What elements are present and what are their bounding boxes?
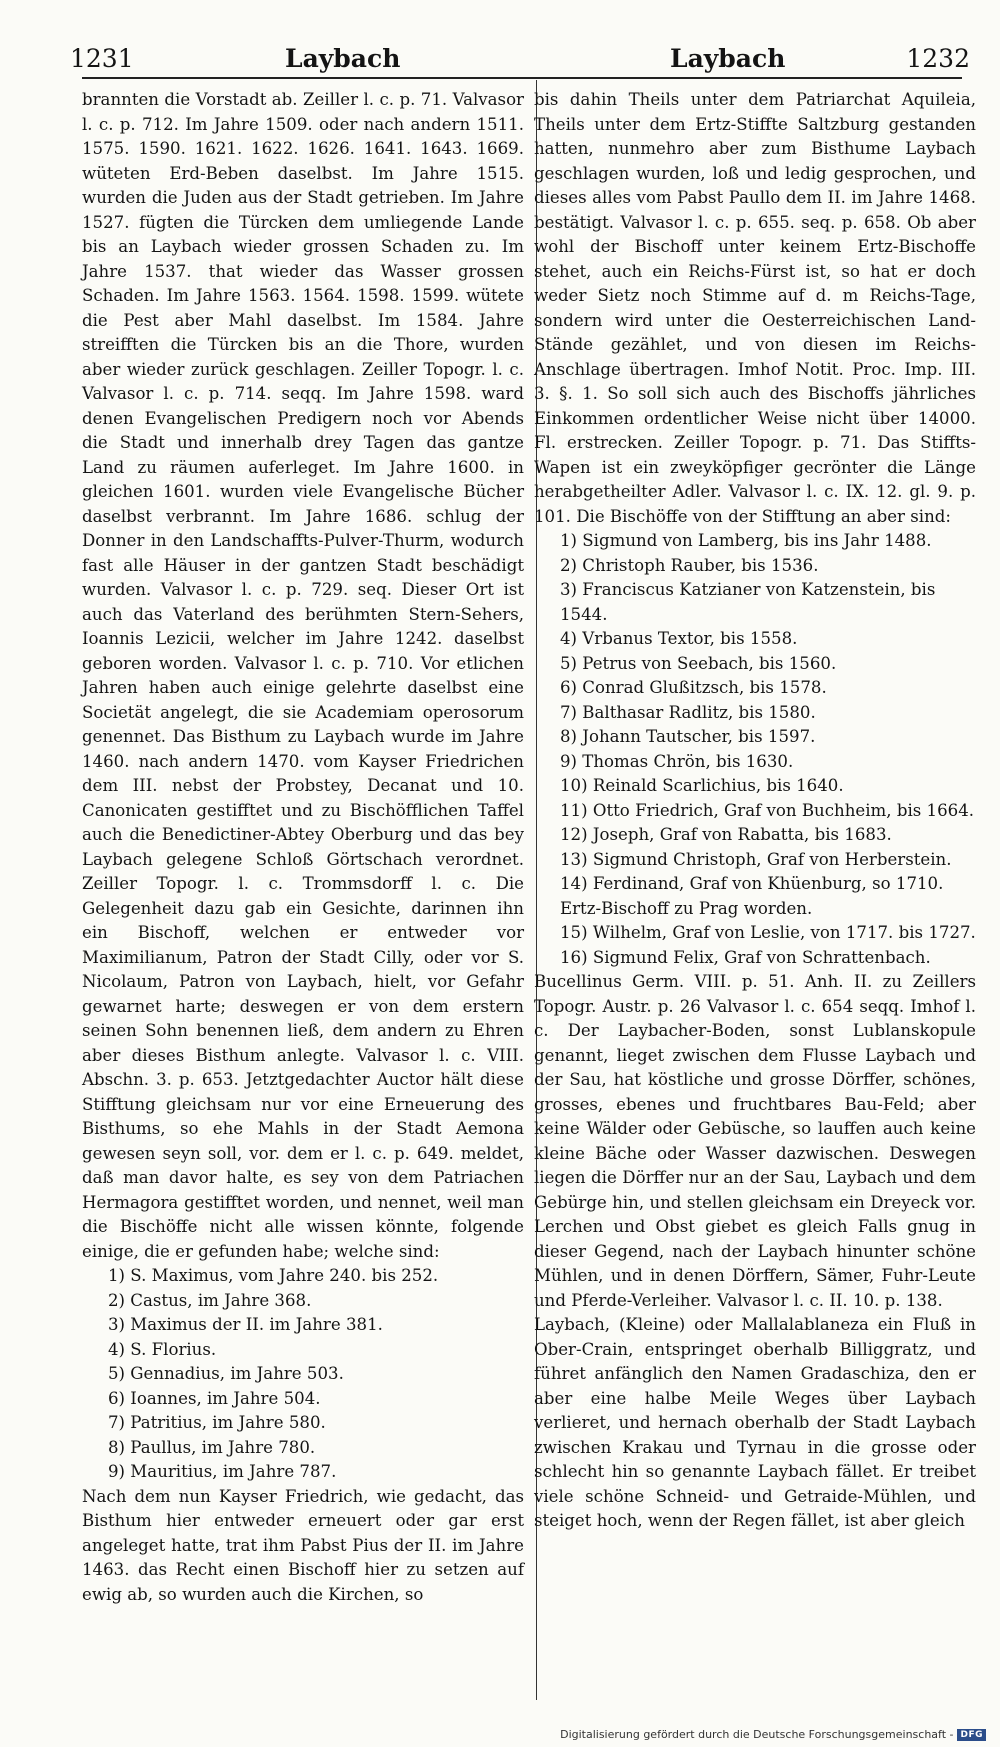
list-item: 5) Gennadius, im Jahre 503.	[108, 1364, 344, 1383]
page-number-left: 1231	[70, 44, 134, 73]
left-bishop-list	[82, 1264, 524, 1485]
right-paragraph-2: Bucellinus Germ. VIII. p. 51. Anh. II. zu Zeillers Topogr. Austr. p. 26 Valvasor l. c. 654 seqq. Imhof l. c. Der Laybacher-Boden, sonst Lublanskopule genannt, lieget zwischen dem Flusse Laybach und der Sau, hat köstliche und grosse Dörffer, schönes, grosses, ebenes und fruchtbares Bau-Feld; aber keine Wälder oder Gebüsche, so lauffen auch keine kleine Bäche oder Wasser dazwischen. Deswegen liegen die Dörffer nur an der Sau, Laybach und dem Gebürge hin, und stellen gleichsam ein Dreyeck vor. Lerchen und Obst giebet es gleich Falls gnug in dieser Gegend, nach der Laybach hinunter schöne Mühlen, und in denen Dörffern, Sämer, Fuhr-Leute und Pferde-Verleiher. Valvasor l. c. II. 10. p. 138.	[534, 972, 976, 1310]
list-item: 4) S. Florius.	[108, 1339, 217, 1359]
list-item: 2) Castus, im Jahre 368.	[108, 1290, 312, 1310]
page-number-right: 1232	[906, 44, 970, 73]
list-item: 9) Mauritius, im Jahre 787.	[108, 1462, 337, 1481]
right-paragraph-1: bis dahin Theils unter dem Patriarchat Aquileia, Theils unter dem Ertz-Stiffte Saltzburg gestanden hatten, nunmehro aber zum Bisthume Laybach geschlagen wurden, loß und ledig gesprochen, und dieses alles vom Pabst Paullo dem II. im Jahre 1468. bestätigt. Valvasor l. c. p. 655. seq. p. 658. Ob aber wohl der Bischoff unter keinem Ertz-Bischoffe stehet, auch ein Reichs-Fürst ist, so hat er doch weder Sietz noch Stimme auf d. m Reichs-Tage, sondern wird unter die Oesterreichischen Land-Stände gezählet, und von diesen im Reichs-Anschlage übertragen. Imhof Notit. Proc. Imp. III. 3. §. 1. So soll sich auch des Bischoffs jährliches Einkommen ordentlicher Weise nicht über 14000. Fl. erstrecken. Zeiller Topogr. p. 71. Das Stiffts-Wapen ist ein zweyköpfiger gecrönter die Länge herabgetheilter Adler. Valvasor l. c. IX. 12. gl. 9. p. 101. Die Bischöffe von der Stifftung an aber sind:	[534, 90, 976, 526]
left-paragraph-2: Nach dem nun Kayser Friedrich, wie gedacht, das Bisthum hier entweder erneuert oder gar erst angeleget hatte, trat ihm Pabst Pius der II. im Jahre 1463. das Recht einen Bischoff hier zu setzen auf ewig ab, so wurden auch die Kirchen, so	[82, 1486, 524, 1604]
page-header	[70, 40, 970, 80]
list-item: 8) Paullus, im Jahre 780.	[108, 1437, 316, 1457]
right-paragraph-3: Laybach, (Kleine) oder Mallalablaneza ein Fluß in Ober-Crain, entspringet oberhalb Billiggratz, und führet anfänglich den Namen Gradaschiza, den er aber eine halbe Meile Weges über Laybach verlieret, und hernach oberhalb der Stadt Laybach zwischen Krakau und Tyrnau in die grosse oder schlecht hin so genannte Laybach fället. Er treibet viele schöne Schneid- und Getraide-Mühlen, und steiget hoch, wenn der Regen fället, ist aber gleich	[534, 1315, 976, 1530]
running-title-left: Laybach	[285, 44, 401, 73]
digitization-footer	[560, 1728, 986, 1741]
list-item: 10) Reinald Scarlichius, bis 1640.	[560, 776, 844, 795]
header-rule	[82, 77, 962, 79]
list-item: 1) S. Maximus, vom Jahre 240. bis 252.	[108, 1266, 439, 1285]
list-item: 9) Thomas Chrön, bis 1630.	[560, 751, 794, 771]
list-item: 11) Otto Friedrich, Graf von Buchheim, bis 1664.	[560, 800, 975, 820]
list-item: 3) Maximus der II. im Jahre 381.	[108, 1315, 383, 1334]
footer-text: Digitalisierung gefördert durch die Deutsche Forschungsgemeinschaft -	[560, 1728, 954, 1741]
list-item: 2) Christoph Rauber, bis 1536.	[560, 555, 819, 575]
list-item: 6) Conrad Glußitzsch, bis 1578.	[560, 678, 827, 697]
right-column	[534, 88, 976, 1534]
list-item: 14) Ferdinand, Graf von Khüenburg, so 1710. Ertz-Bischoff zu Prag worden.	[560, 874, 944, 918]
list-item: 13) Sigmund Christoph, Graf von Herberstein.	[560, 849, 952, 869]
list-item: 7) Balthasar Radlitz, bis 1580.	[560, 702, 816, 722]
left-column	[82, 88, 524, 1607]
right-bishop-list	[534, 529, 976, 970]
list-item: 8) Johann Tautscher, bis 1597.	[560, 727, 816, 746]
list-item: 1) Sigmund von Lamberg, bis ins Jahr 1488.	[560, 531, 932, 550]
list-item: 12) Joseph, Graf von Rabatta, bis 1683.	[560, 825, 892, 844]
list-item: 3) Franciscus Katzianer von Katzenstein, bis 1544.	[560, 580, 936, 624]
list-item: 15) Wilhelm, Graf von Leslie, von 1717. bis 1727.	[560, 923, 976, 942]
dfg-logo: DFG	[957, 1729, 986, 1741]
list-item: 16) Sigmund Felix, Graf von Schrattenbach.	[560, 947, 931, 967]
list-item: 4) Vrbanus Textor, bis 1558.	[560, 629, 798, 648]
list-item: 5) Petrus von Seebach, bis 1560.	[560, 653, 837, 673]
left-paragraph-1: brannten die Vorstadt ab. Zeiller l. c. p. 71. Valvasor l. c. p. 712. Im Jahre 1509. oder nach andern 1511. 1575. 1590. 1621. 1622. 1626. 1641. 1643. 1669. wüteten Erd-Beben daselbst. Im Jahre 1515. wurden die Juden aus der Stadt getrieben. Im Jahre 1527. fügten die Türcken dem umliegende Lande bis an Laybach wieder grossen Schaden zu. Im Jahre 1537. that wieder das Wasser grossen Schaden. Im Jahre 1563. 1564. 1598. 1599. wütete die Pest aber Mahl daselbst. Im 1584. Jahre streifften die Türcken bis an die Thore, wurden aber wieder zurück geschlagen. Zeiller Topogr. l. c. Valvasor l. c. p. 714. seqq. Im Jahre 1598. ward denen Evangelischen Predigern noch vor Abends die Stadt und innerhalb drey Tagen das gantze Land zu räumen auferleget. Im Jahre 1600. in gleichen 1601. wurden viele Evangelische Bücher daselbst verbrannt. Im Jahre 1686. schlug der Donner in den Landschaffts-Pulver-Thurm, wodurch fast alle Häuser in der gantzen Stadt beschädigt wurden. Valvasor l. c. p. 729. seq. Dieser Ort ist auch das Vaterland des berühmten Stern-Sehers, Ioannis Lezicii, welcher im Jahre 1242. daselbst geboren worden. Valvasor l. c. p. 710. Vor etlichen Jahren haben auch einige gelehrte daselbst eine Societät angelegt, die sie Academiam operosorum genennet. Das Bisthum zu Laybach wurde im Jahre 1460. nach andern 1470. vom Kayser Friedrichen dem III. nebst der Probstey, Decanat und 10. Canonicaten gestifftet und zu Bischöfflichen Taffel auch die Benedictiner-Abtey Oberburg und das bey Laybach gelegene Schloß Görtschach verordnet. Zeiller Topogr. l. c. Trommsdorff l. c. Die Gelegenheit dazu gab ein Gesichte, darinnen ihn ein Bischoff, welchen er entweder vor Maximilianum, Patron der Stadt Cilly, oder vor S. Nicolaum, Patron von Laybach, hielt, vor Gefahr gewarnet harte; deswegen er von dem erstern seinen Sohn benennen ließ, dem andern zu Ehren aber dieses Bisthum anlegte. Valvasor l. c. VIII. Abschn. 3. p. 653. Jetztgedachter Auctor hält diese Stifftung gleichsam nur vor eine Erneuerung des Bisthums, so ehe Mahls in der Stadt Aemona gewesen seyn soll, vor. dem er l. c. p. 649. meldet, daß man davor halte, es sey von dem Patriachen Hermagora gestifftet worden, und nennet, weil man die Bischöffe nicht alle wissen könnte, folgende einige, die er gefunden habe; welche sind:	[82, 90, 524, 1261]
running-title-right: Laybach	[670, 44, 786, 73]
list-item: 6) Ioannes, im Jahre 504.	[108, 1388, 321, 1408]
list-item: 7) Patritius, im Jahre 580.	[108, 1413, 326, 1432]
